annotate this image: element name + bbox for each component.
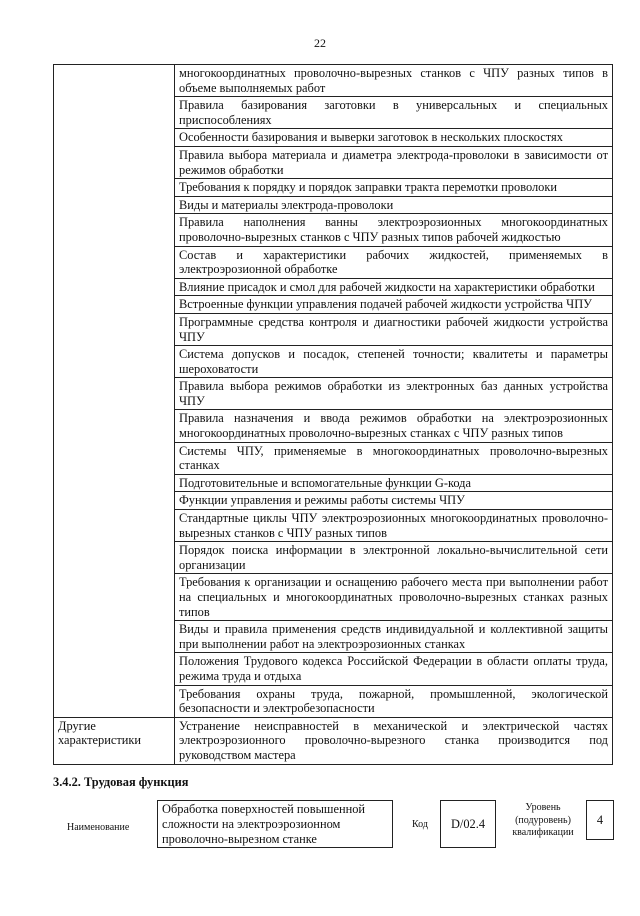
requirements-table-body (54, 65, 613, 765)
requirement-item: Положения Трудового кодекса Российской Федерации в области оплаты труда, режима труда и отдыха (175, 653, 613, 685)
requirements-table (53, 64, 613, 765)
name-value-box: Обработка поверхностей повышенной сложности на электроэрозионном проволочно-вырезном станке (157, 800, 393, 848)
requirement-item: Правила назначения и ввода режимов обработки на электроэрозионных многокоординатных проволочно-вырезных станках с ЧПУ разных типов (175, 410, 613, 442)
code-label: Код (412, 819, 428, 830)
requirement-item: Правила базирования заготовки в универсальных и специальных приспособлениях (175, 97, 613, 129)
table-row (54, 65, 613, 97)
requirement-item: Программные средства контроля и диагностики рабочей жидкости устройства ЧПУ (175, 313, 613, 345)
other-characteristics-label: Другие характеристики (54, 717, 175, 764)
requirement-item: Особенности базирования и выверки заготовок в нескольких плоскостях (175, 129, 613, 147)
other-characteristics-text: Устранение неисправностей в механической и электрической частях электроэрозионного проволочно-вырезного станка производится под руководством мастера (175, 717, 613, 764)
page-number: 22 (314, 36, 326, 50)
requirement-item: Встроенные функции управления подачей рабочей жидкости устройства ЧПУ (175, 296, 613, 314)
table-row (54, 717, 613, 764)
requirement-item: Порядок поиска информации в электронной локально-вычислительной сети организации (175, 542, 613, 574)
qualification-level-label: Уровень (подуровень) квалификации (512, 802, 574, 838)
requirement-item: Виды и материалы электрода-проволоки (175, 196, 613, 214)
qualification-level-box: 4 (586, 800, 614, 840)
requirement-item: Правила выбора режимов обработки из электронных баз данных устройства ЧПУ (175, 378, 613, 410)
section-heading: 3.4.2. Трудовая функция (53, 775, 189, 789)
requirement-item: Правила выбора материала и диаметра электрода-проволоки в зависимости от режимов обработки (175, 146, 613, 178)
requirement-item: Подготовительные и вспомогательные функции G-кода (175, 474, 613, 492)
requirement-item: Система допусков и посадок, степеней точности; квалитеты и параметры шероховатости (175, 346, 613, 378)
labor-function-header (0, 800, 640, 860)
name-label: Наименование (67, 822, 130, 833)
requirement-item: Требования к организации и оснащению рабочего места при выполнении работ на специальных и многокоординатных проволочно-вырезных станках разных типов (175, 574, 613, 621)
requirement-item: Функции управления и режимы работы системы ЧПУ (175, 492, 613, 510)
requirement-item: Требования к порядку и порядок заправки тракта перемотки проволоки (175, 179, 613, 197)
code-value-box: D/02.4 (440, 800, 496, 848)
requirement-item: Требования охраны труда, пожарной, промышленной, экологической безопасности и электробезопасности (175, 685, 613, 717)
required-knowledge-label-cell (54, 65, 175, 718)
requirement-item: многокоординатных проволочно-вырезных станков с ЧПУ разных типов в объеме выполняемых работ (175, 65, 613, 97)
requirement-item: Влияние присадок и смол для рабочей жидкости на характеристики обработки (175, 278, 613, 296)
requirement-item: Виды и правила применения средств индивидуальной и коллективной защиты при выполнении работ на электроэрозионных станках (175, 621, 613, 653)
requirement-item: Стандартные циклы ЧПУ электроэрозионных многокоординатных проволочно-вырезных станков с ЧПУ разных типов (175, 510, 613, 542)
requirement-item: Состав и характеристики рабочих жидкостей, применяемых в электроэрозионной обработке (175, 246, 613, 278)
requirement-item: Правила наполнения ванны электроэрозионных многокоординатных проволочно-вырезных станков с ЧПУ разных типов рабочей жидкостью (175, 214, 613, 246)
requirement-item: Системы ЧПУ, применяемые в многокоординатных проволочно-вырезных станках (175, 442, 613, 474)
